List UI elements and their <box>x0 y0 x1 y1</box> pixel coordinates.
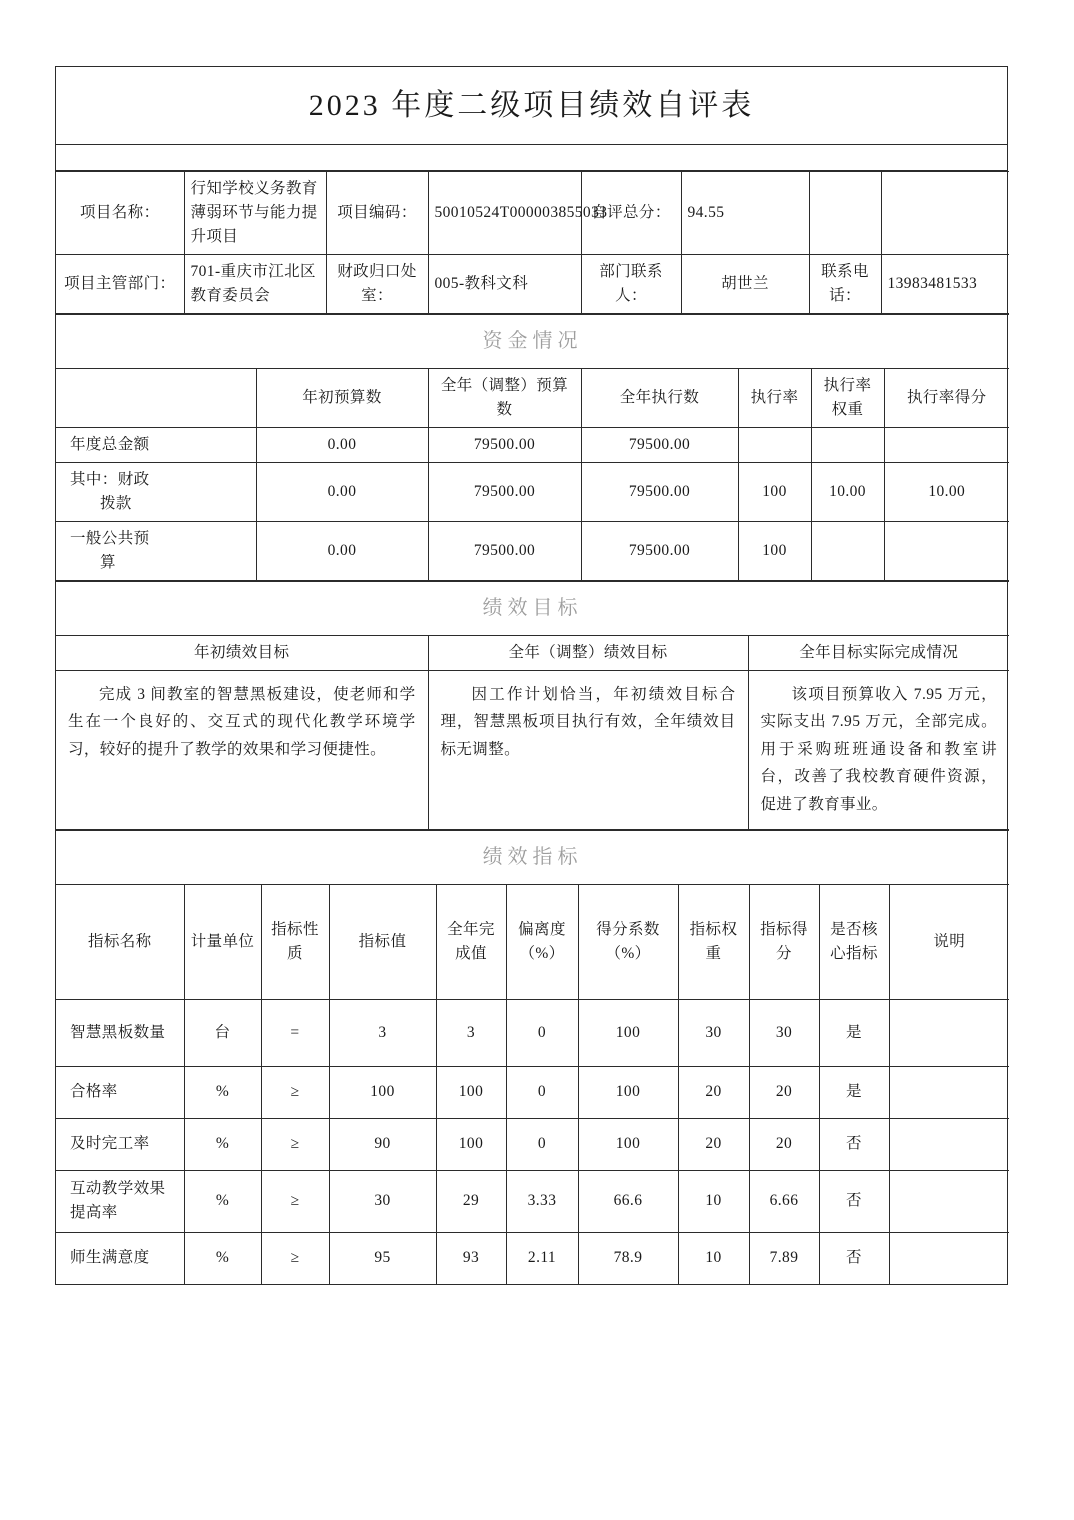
project-code-label: 项目编码： <box>326 171 428 254</box>
funding-rate-weight: 10.00 <box>811 462 884 521</box>
ind-score: 7.89 <box>749 1232 819 1284</box>
ind-nature: ≥ <box>261 1118 329 1170</box>
ind-name: 及时完工率 <box>56 1118 184 1170</box>
funding-col-blank <box>56 368 256 427</box>
funding-row-label-line1: 年度总金额 <box>70 435 150 453</box>
funding-rate-score <box>884 521 1009 580</box>
funding-row-label <box>56 427 256 462</box>
goals-col-actual: 全年目标实际完成情况 <box>748 635 1009 670</box>
ind-actual: 100 <box>436 1118 506 1170</box>
finance-office-value: 005-教科文科 <box>428 254 581 313</box>
goal-adjusted-text: 因工作计划恰当，年初绩效目标合理，智慧黑板项目执行有效，全年绩效目标无调整。 <box>440 685 736 758</box>
funding-col-rate-weight: 执行率权重 <box>811 368 884 427</box>
goals-header-row <box>56 635 1009 670</box>
ind-weight: 20 <box>678 1066 749 1118</box>
funding-adjusted-budget: 79500.00 <box>428 521 581 580</box>
table-row <box>56 462 1009 521</box>
ind-weight: 10 <box>678 1170 749 1232</box>
performance-evaluation-form <box>55 66 1008 1285</box>
funding-adjusted-budget: 79500.00 <box>428 427 581 462</box>
ind-target: 90 <box>329 1118 436 1170</box>
ind-name: 师生满意度 <box>56 1232 184 1284</box>
funding-rate-weight <box>811 427 884 462</box>
ind-name: 智慧黑板数量 <box>56 999 184 1066</box>
ind-col-weight: 指标权重 <box>678 884 749 999</box>
ind-note <box>889 999 1009 1066</box>
funding-executed: 79500.00 <box>581 462 738 521</box>
ind-deviation: 3.33 <box>506 1170 578 1232</box>
indicators-banner-row <box>56 830 1009 884</box>
contact-person-value: 胡世兰 <box>681 254 809 313</box>
table-row <box>56 1066 1009 1118</box>
ind-coefficient: 78.9 <box>578 1232 678 1284</box>
funding-adjusted-budget: 79500.00 <box>428 462 581 521</box>
ind-core: 是 <box>819 1066 889 1118</box>
ind-note <box>889 1066 1009 1118</box>
ind-deviation: 0 <box>506 999 578 1066</box>
phone-value: 13983481533 <box>881 254 1009 313</box>
ind-unit: % <box>184 1170 261 1232</box>
indicators-table <box>56 830 1009 1285</box>
ind-note <box>889 1232 1009 1284</box>
goals-table <box>56 581 1009 830</box>
ind-col-score: 指标得分 <box>749 884 819 999</box>
ind-core: 否 <box>819 1118 889 1170</box>
table-row <box>56 999 1009 1066</box>
ind-weight: 20 <box>678 1118 749 1170</box>
ind-core: 是 <box>819 999 889 1066</box>
ind-col-target: 指标值 <box>329 884 436 999</box>
ind-coefficient: 100 <box>578 1066 678 1118</box>
table-row <box>56 427 1009 462</box>
goals-col-initial: 年初绩效目标 <box>56 635 428 670</box>
title-table <box>56 67 1007 171</box>
ind-col-nature: 指标性质 <box>261 884 329 999</box>
funding-rate: 100 <box>738 521 811 580</box>
project-dept-row <box>56 254 1009 313</box>
ind-unit: % <box>184 1232 261 1284</box>
table-row <box>56 521 1009 580</box>
ind-target: 30 <box>329 1170 436 1232</box>
ind-actual: 29 <box>436 1170 506 1232</box>
self-score-value: 94.55 <box>681 171 809 254</box>
funding-col-adjusted-budget: 全年（调整）预算数 <box>428 368 581 427</box>
funding-initial-budget: 0.00 <box>256 521 428 580</box>
project-name-row <box>56 171 1009 254</box>
ind-deviation: 0 <box>506 1066 578 1118</box>
ind-nature: ≥ <box>261 1232 329 1284</box>
goals-banner-row <box>56 581 1009 635</box>
ind-coefficient: 100 <box>578 999 678 1066</box>
finance-office-label: 财政归口处室： <box>326 254 428 313</box>
ind-unit: % <box>184 1118 261 1170</box>
ind-nature: = <box>261 999 329 1066</box>
ind-unit: % <box>184 1066 261 1118</box>
ind-core: 否 <box>819 1232 889 1284</box>
funding-col-executed: 全年执行数 <box>581 368 738 427</box>
table-row <box>56 1118 1009 1170</box>
ind-target: 95 <box>329 1232 436 1284</box>
ind-score: 30 <box>749 999 819 1066</box>
ind-score: 20 <box>749 1118 819 1170</box>
ind-score: 6.66 <box>749 1170 819 1232</box>
ind-col-actual: 全年完成值 <box>436 884 506 999</box>
project-row-extra-1 <box>809 171 881 254</box>
funding-col-rate-score: 执行率得分 <box>884 368 1009 427</box>
funding-row-label-line1: 其中：财政 <box>70 470 150 488</box>
ind-col-note: 说明 <box>889 884 1009 999</box>
funding-row-label-line2: 拨款 <box>100 494 132 512</box>
indicators-section-banner: 绩效指标 <box>56 830 1009 884</box>
ind-target: 100 <box>329 1066 436 1118</box>
ind-deviation: 0 <box>506 1118 578 1170</box>
funding-row-label <box>56 462 256 521</box>
funding-col-initial-budget: 年初预算数 <box>256 368 428 427</box>
ind-target: 3 <box>329 999 436 1066</box>
funding-col-rate: 执行率 <box>738 368 811 427</box>
funding-rate-score <box>884 427 1009 462</box>
funding-row-label <box>56 521 256 580</box>
ind-score: 20 <box>749 1066 819 1118</box>
ind-unit: 台 <box>184 999 261 1066</box>
goals-content-row <box>56 670 1009 829</box>
ind-nature: ≥ <box>261 1170 329 1232</box>
goal-adjusted-text-cell <box>428 670 748 829</box>
ind-name: 互动教学效果提高率 <box>56 1170 184 1232</box>
project-name-label: 项目名称： <box>56 171 184 254</box>
goal-actual-text-cell <box>748 670 1009 829</box>
project-name-value: 行知学校义务教育薄弱环节与能力提升项目 <box>184 171 326 254</box>
funding-rate-weight <box>811 521 884 580</box>
ind-name: 合格率 <box>56 1066 184 1118</box>
goals-col-adjusted: 全年（调整）绩效目标 <box>428 635 748 670</box>
funding-row-label-line1: 一般公共预 <box>70 529 150 547</box>
goal-actual-text: 该项目预算收入 7.95 万元，实际支出 7.95 万元，全部完成。用于采购班班通设备和教室讲台，改善了我校教育硬件资源，促进了教育事业。 <box>760 685 998 814</box>
funding-banner-row <box>56 314 1009 368</box>
ind-weight: 30 <box>678 999 749 1066</box>
goal-initial-text: 完成 3 间教室的智慧黑板建设，使老师和学生在一个良好的、交互式的现代化教学环境学习，较好的提升了教学的效果和学习便捷性。 <box>68 685 416 758</box>
funding-table <box>56 314 1009 581</box>
dept-label: 项目主管部门： <box>56 254 184 313</box>
ind-deviation: 2.11 <box>506 1232 578 1284</box>
phone-label: 联系电话： <box>809 254 881 313</box>
ind-nature: ≥ <box>261 1066 329 1118</box>
ind-coefficient: 100 <box>578 1118 678 1170</box>
page-title: 2023 年度二级项目绩效自评表 <box>308 89 755 122</box>
project-row-extra-2 <box>881 171 1009 254</box>
ind-actual: 93 <box>436 1232 506 1284</box>
funding-initial-budget: 0.00 <box>256 462 428 521</box>
ind-actual: 100 <box>436 1066 506 1118</box>
funding-section-banner: 资金情况 <box>56 314 1009 368</box>
goal-initial-text-cell <box>56 670 428 829</box>
project-code-value: 50010524T000003855033 <box>428 171 581 254</box>
ind-col-unit: 计量单位 <box>184 884 261 999</box>
ind-note <box>889 1118 1009 1170</box>
table-row <box>56 1170 1009 1232</box>
project-info-table <box>56 171 1009 314</box>
self-score-label: 自评总分： <box>581 171 681 254</box>
ind-note <box>889 1170 1009 1232</box>
ind-core: 否 <box>819 1170 889 1232</box>
ind-col-deviation: 偏离度（%） <box>506 884 578 999</box>
funding-initial-budget: 0.00 <box>256 427 428 462</box>
table-row <box>56 1232 1009 1284</box>
ind-col-name: 指标名称 <box>56 884 184 999</box>
funding-row-label-line2: 算 <box>100 553 116 571</box>
funding-rate-score: 10.00 <box>884 462 1009 521</box>
dept-value: 701-重庆市江北区教育委员会 <box>184 254 326 313</box>
ind-weight: 10 <box>678 1232 749 1284</box>
indicators-header-row <box>56 884 1009 999</box>
funding-rate: 100 <box>738 462 811 521</box>
funding-header-row <box>56 368 1009 427</box>
funding-rate <box>738 427 811 462</box>
title-spacer <box>56 144 1007 170</box>
ind-coefficient: 66.6 <box>578 1170 678 1232</box>
goals-section-banner: 绩效目标 <box>56 581 1009 635</box>
contact-person-label: 部门联系人： <box>581 254 681 313</box>
funding-executed: 79500.00 <box>581 427 738 462</box>
ind-actual: 3 <box>436 999 506 1066</box>
ind-col-coefficient: 得分系数（%） <box>578 884 678 999</box>
form-title-cell <box>56 67 1007 144</box>
funding-executed: 79500.00 <box>581 521 738 580</box>
ind-col-core: 是否核心指标 <box>819 884 889 999</box>
